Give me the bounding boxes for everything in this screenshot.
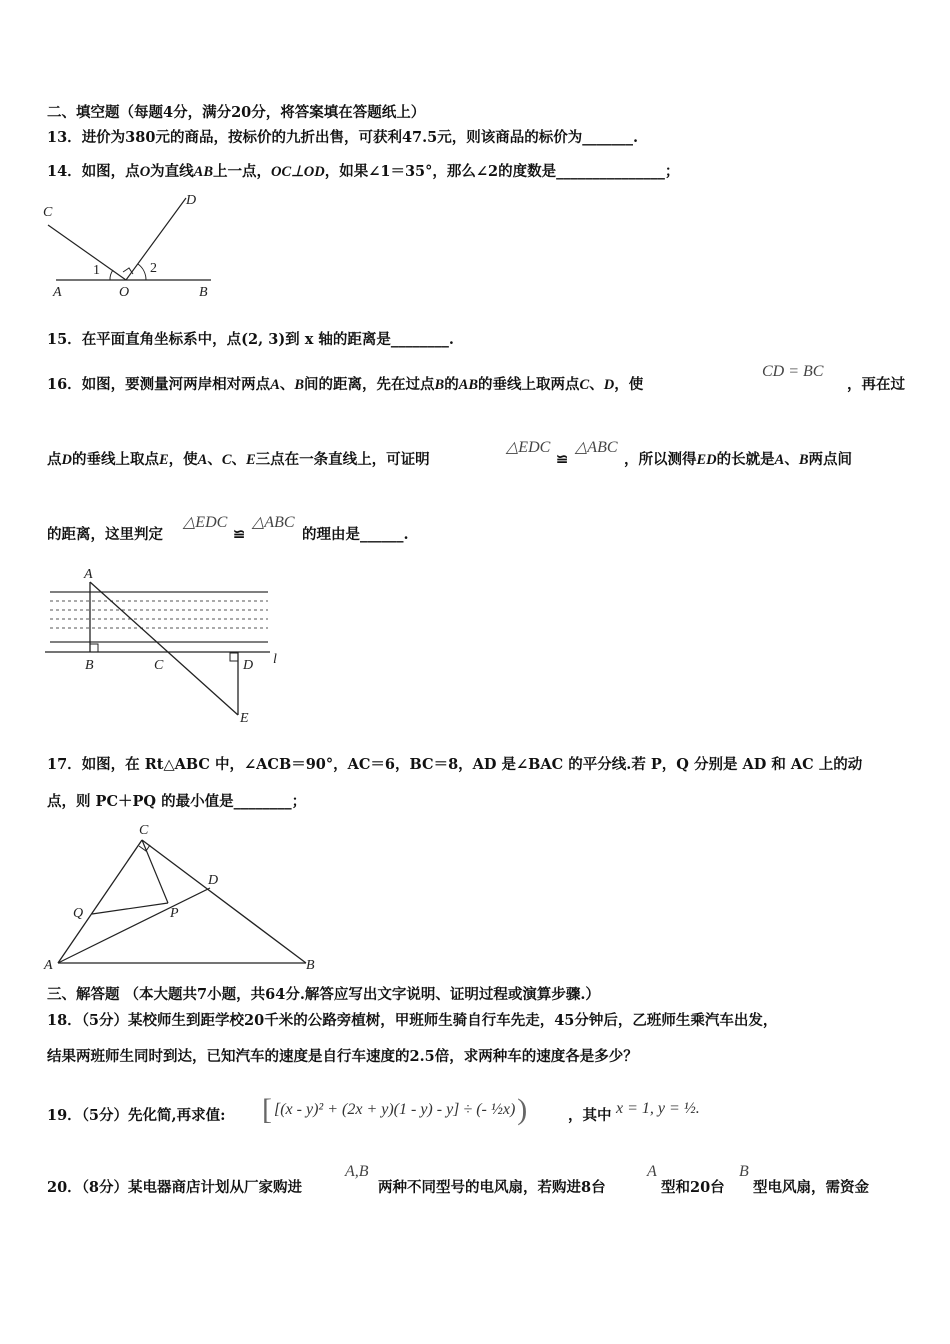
var-d: D bbox=[61, 452, 72, 468]
var-ab: AB bbox=[458, 377, 479, 393]
question-number: 14． bbox=[47, 163, 82, 180]
formula-triangle-abc-2: △ABC bbox=[252, 514, 295, 531]
text-run: 如图，要测量河两岸相对两点 bbox=[81, 376, 271, 393]
formula-triangle-edc: △EDC bbox=[506, 439, 551, 456]
text-run: ，所以测得 bbox=[624, 451, 697, 468]
text-run: 两点间 bbox=[808, 451, 852, 468]
question-15 bbox=[47, 330, 454, 350]
label-a: A bbox=[53, 285, 62, 300]
question-text: 在平面直角坐标系中，点(2, 3)到 x 轴的距离是________. bbox=[81, 331, 454, 348]
text-run: 点 bbox=[47, 451, 62, 468]
question-18-line-2: 结果两班师生同时到达，已知汽车的速度是自行车速度的2.5倍，求两种车的速度各是多少？ bbox=[47, 1048, 638, 1065]
var-ab: AB bbox=[193, 164, 214, 180]
question-18-line-1 bbox=[47, 1011, 777, 1031]
label-a: A bbox=[84, 567, 93, 582]
var-b: B bbox=[798, 452, 809, 468]
question-number: 13． bbox=[47, 129, 82, 146]
label-b: B bbox=[199, 285, 208, 300]
label-b: B bbox=[85, 658, 94, 673]
label-angle-1: 1 bbox=[93, 263, 100, 278]
question-14 bbox=[47, 162, 679, 182]
text-run: 、 bbox=[589, 376, 604, 393]
congruent-symbol: ≌ bbox=[556, 451, 569, 468]
formula-triangle-abc: △ABC bbox=[575, 439, 618, 456]
formula-cd-eq-bc: CD = BC bbox=[762, 363, 824, 380]
congruent-symbol-2: ≌ bbox=[233, 526, 246, 543]
label-c: C bbox=[154, 658, 164, 673]
label-b: B bbox=[306, 958, 315, 973]
var-b: B bbox=[294, 377, 305, 393]
segment-ae bbox=[90, 582, 238, 715]
question-text: 进价为380元的商品，按标价的九折出售，可获利47.5元，则该商品的标价为_______. bbox=[81, 129, 639, 146]
label-e: E bbox=[240, 711, 249, 726]
question-16-line-1 bbox=[47, 375, 643, 395]
question-text: 如图，在 Rt△ABC 中，∠ACB＝90°，AC＝6，BC＝8，AD 是∠BAC 的平分线.若 P，Q 分别是 AD 和 AC 上的动 bbox=[81, 756, 863, 773]
var-ed: ED bbox=[696, 452, 717, 468]
formula-triangle-edc-2: △EDC bbox=[183, 514, 228, 531]
var-o: O bbox=[139, 164, 151, 180]
figure-q16-river bbox=[40, 562, 290, 727]
question-20-part-4: 型电风扇，需资金 bbox=[753, 1179, 869, 1196]
text-run: ，使 bbox=[614, 376, 644, 393]
segment-pq bbox=[92, 903, 168, 914]
question-number: 18． bbox=[47, 1012, 82, 1029]
label-o: O bbox=[119, 285, 130, 300]
text-run: 如图，点 bbox=[81, 163, 140, 180]
bracket-close: ) bbox=[517, 1093, 528, 1126]
section-heading-solutions: 三、解答题 （本大题共7小题，共64分.解答应写出文字说明、证明过程或演算步骤.） bbox=[47, 986, 600, 1003]
var-c: C bbox=[221, 452, 232, 468]
expression-text: [(x - y)² + (2x + y)(1 - y) - y] ÷ (- ½x) bbox=[274, 1101, 516, 1118]
text-run: 的 bbox=[444, 376, 459, 393]
question-16-line-1-end: ，再在过 bbox=[847, 376, 905, 393]
text-run: （8分）某电器商店计划从厂家购进 bbox=[81, 1179, 303, 1196]
label-c: C bbox=[43, 205, 53, 220]
label-angle-2: 2 bbox=[150, 261, 157, 276]
formula-simplify-expression bbox=[262, 1088, 527, 1132]
question-number: 17． bbox=[47, 756, 82, 773]
segment-ad bbox=[58, 888, 210, 963]
question-20 bbox=[47, 1178, 302, 1198]
var-oc-od: OC⊥OD bbox=[271, 164, 325, 180]
ray-oc bbox=[48, 225, 126, 280]
formula-type-b: B bbox=[739, 1163, 749, 1180]
label-d: D bbox=[208, 873, 219, 888]
var-d: D bbox=[603, 377, 615, 393]
label-c: C bbox=[139, 823, 149, 838]
question-16-line-2 bbox=[47, 450, 430, 470]
text-run: 为直线 bbox=[150, 163, 194, 180]
question-17-line-1 bbox=[47, 755, 862, 775]
figure-q14-angles bbox=[40, 188, 220, 303]
var-a: A bbox=[774, 452, 785, 468]
label-a: A bbox=[44, 958, 53, 973]
text-run: 、 bbox=[231, 451, 246, 468]
question-16-line-3-end: 的理由是______. bbox=[302, 526, 409, 543]
question-19-where: ，其中 bbox=[568, 1107, 612, 1124]
text-run: 、 bbox=[207, 451, 222, 468]
question-20-part-3: 型和20台 bbox=[661, 1179, 725, 1196]
angle-2-arc bbox=[138, 264, 146, 280]
label-l: l bbox=[273, 652, 277, 667]
text-run: 、 bbox=[784, 451, 799, 468]
question-number: 16． bbox=[47, 376, 82, 393]
formula-values: x = 1, y = ½. bbox=[616, 1100, 700, 1117]
question-number: 19． bbox=[47, 1107, 82, 1124]
right-angle-b bbox=[90, 644, 98, 652]
label-q: Q bbox=[73, 906, 84, 921]
question-16-line-3: 的距离，这里判定 bbox=[47, 526, 163, 543]
formula-type-a: A bbox=[647, 1163, 657, 1180]
text-run: 的垂线上取两点 bbox=[478, 376, 580, 393]
question-number: 20． bbox=[47, 1179, 82, 1196]
var-a: A bbox=[197, 452, 208, 468]
text-run: 间的距离，先在过点 bbox=[304, 376, 435, 393]
question-20-part-2: 两种不同型号的电风扇，若购进8台 bbox=[378, 1179, 606, 1196]
segment-ac bbox=[58, 840, 142, 963]
text-run: ，如果∠1＝35°，那么∠2的度数是_______________； bbox=[324, 163, 680, 180]
text-run: 的长就是 bbox=[716, 451, 775, 468]
question-16-line-2-end bbox=[624, 450, 852, 470]
right-angle-d bbox=[230, 653, 238, 661]
question-number: 15． bbox=[47, 331, 82, 348]
text-run: 的垂线上取点 bbox=[71, 451, 159, 468]
label-d: D bbox=[243, 658, 254, 673]
var-a: A bbox=[270, 377, 280, 393]
text-run: 、 bbox=[279, 376, 295, 393]
formula-a-b: A,B bbox=[345, 1163, 369, 1180]
var-b: B bbox=[434, 377, 445, 393]
angle-1-arc bbox=[110, 270, 113, 280]
bracket-open: [ bbox=[262, 1093, 272, 1126]
label-d: D bbox=[186, 193, 197, 208]
figure-q17-triangle bbox=[40, 818, 330, 978]
var-c: C bbox=[579, 377, 590, 393]
segment-cb bbox=[142, 840, 306, 963]
text-run: 上一点， bbox=[213, 163, 272, 180]
text-run: 三点在一条直线上，可证明 bbox=[255, 451, 430, 468]
question-13 bbox=[47, 128, 638, 148]
label-p: P bbox=[170, 906, 179, 921]
question-19 bbox=[47, 1106, 225, 1126]
question-text: （5分）某校师生到距学校20千米的公路旁植树，甲班师生骑自行车先走，45分钟后，乙班师生乘汽车出发， bbox=[81, 1012, 778, 1029]
var-e: E bbox=[246, 452, 256, 468]
question-17-line-2: 点，则 PC＋PQ 的最小值是________； bbox=[47, 793, 307, 810]
text-run: ，使 bbox=[168, 451, 198, 468]
var-e: E bbox=[158, 452, 169, 468]
text-run: （5分）先化简,再求值: bbox=[81, 1107, 226, 1124]
section-heading-fill-blank: 二、填空题（每题4分，满分20分，将答案填在答题纸上） bbox=[47, 104, 426, 121]
